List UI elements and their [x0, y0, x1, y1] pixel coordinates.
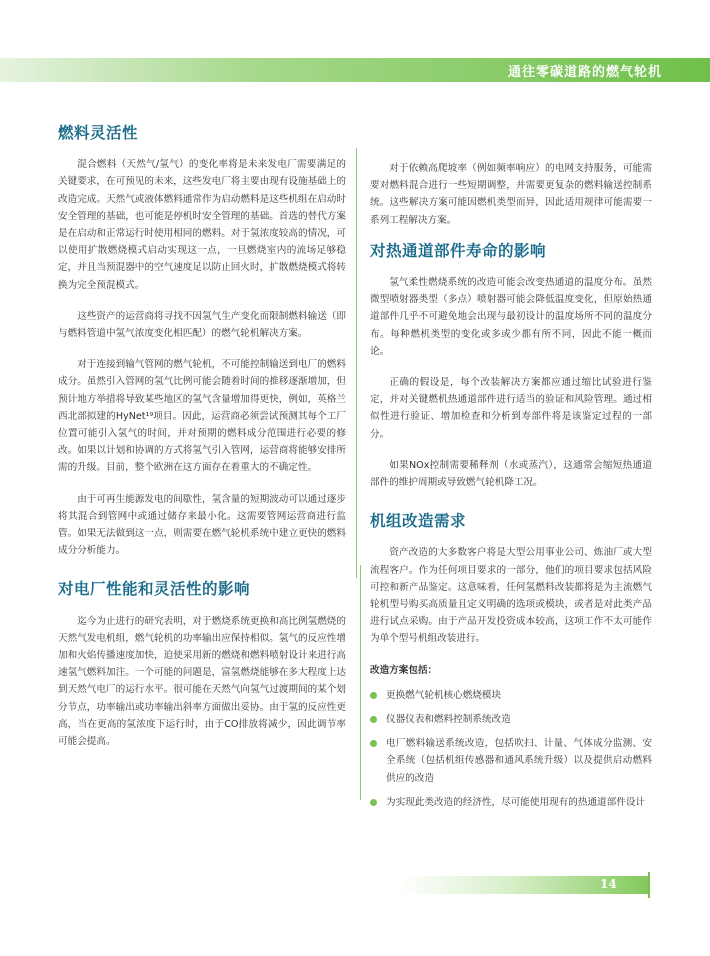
- paragraph: 迄今为止进行的研究表明，对于燃烧系统更换和高比例氢燃烧的天然气发电机组，燃气轮机的功率输出应保持相似。氢气的反应性增加和火焰传播速度加快，迫使采用新的燃烧和燃料喷射设计来进行高速氢气燃料加注。一个可能的问题是，富氢燃烧能够在多大程度上达到天然气电厂的运行水平。很可能在天然气向氢气过渡期间的某个划分节点，功率输出或功率输出斜率方面做出妥协。由于氢的反应性更高，当在更高的氢浓度下运行时，由于CO排放将减少，因此调节率可能会提高。: [58, 615, 346, 748]
- right-column-rule: [360, 565, 361, 800]
- list-item: [370, 794, 652, 811]
- paragraph: 资产改造的大多数客户将是大型公用事业公司、炼油厂或大型流程客户。作为任何项目要求的一部分，他们的项目要求包括风险可控和新产品鉴定。这意味着，任何氢燃料改装都将是为主流燃气轮机型号购买高质量且定义明确的选项或模块，或者是对此类产品进行试点采购。由于产品开发投资成本较高，这项工作不太可能作为单个型号机组改装进行。: [370, 547, 652, 645]
- bullet-icon: [370, 692, 377, 699]
- retrofit-list: [370, 687, 652, 811]
- paragraph: 如果NOx控制需要稀释剂（水或蒸汽），这通常会缩短热通道部件的维护周期或导致燃气轮机降工况。: [370, 459, 652, 489]
- paragraph: 对于依赖高爬坡率（例如频率响应）的电网支持服务，可能需要对燃料混合进行一些短期调整，并需要更复杂的燃料输送控制系统。这些解决方案可能因燃机类型而异，因此适用规律可能需要一系列工程解决方案。: [370, 163, 652, 226]
- list-item: [370, 687, 652, 704]
- header-title: 通往零碳道路的燃气轮机: [507, 65, 662, 80]
- paragraph: 正确的假设是，每个改装解决方案都应通过缩比试验进行鉴定，并对关键燃机热通道部件进行适当的验证和风险管理。通过相似性进行验证、增加检查和分析到寿部件将是该鉴定过程的一部分。: [370, 377, 652, 440]
- paragraph: 这些资产的运营商将寻找不因氢气生产变化而限制燃料输送（即与燃料管道中氢气浓度变化相匹配）的燃气轮机解决方案。: [58, 310, 346, 340]
- paragraph: 氢气柔性燃烧系统的改造可能会改变热通道的温度分布。虽然微型喷射器类型（多点）喷射器可能会降低温度变化，但原始热通道部件几乎不可避免地会出现与最初设计的温度场所不同的温度分布。每种燃机类型的变化或多或少都有所不同，因此不能一概而论。: [370, 277, 652, 357]
- section-heading-fuel-flexibility: 燃料灵活性: [58, 124, 139, 142]
- paragraph: 由于可再生能源发电的间歇性，氢含量的短期波动可以通过逐步将其混合到管网中或通过储存来最小化。这需要管网运营商进行监管。如果无法做到这一点，则需要在燃气轮机系统中建立更快的燃料成分分析能力。: [58, 493, 346, 557]
- section-heading-plant-performance: 对电厂性能和灵活性的影响: [58, 580, 251, 599]
- left-column-rule: [356, 148, 357, 578]
- page-marker: [648, 872, 650, 898]
- list-item: [370, 735, 652, 787]
- section-heading-retrofit: 机组改造需求: [370, 512, 467, 531]
- list-title: 改造方案包括：: [370, 664, 438, 676]
- list-item: [370, 711, 652, 728]
- paragraph: 混合燃料（天然气/氢气）的变化率将是未来发电厂需要满足的关键要求，在可预见的未来，这些发电厂将主要由现有设施基础上的改造完成。天然气或液体燃料通常作为启动燃料是这些机组在启动时安全管理的基础，也可能是停机时安全管理的基础。首选的替代方案是在启动和正常运行时使用相同的燃料。对于氢浓度较高的情况，可以使用扩散燃烧模式启动实现这一点，一旦燃烧室内的流场足够稳定，并且当预混器中的空气速度足以防止回火时，扩散燃烧模式将转换为完全预混模式。: [58, 159, 346, 291]
- left-column: [58, 125, 346, 764]
- bullet-icon: [370, 799, 377, 806]
- bullet-icon: [370, 740, 377, 747]
- section-heading-hot-gas-path: 对热通道部件寿命的影响: [370, 241, 547, 260]
- bullet-icon: [370, 716, 377, 723]
- right-column: [370, 160, 652, 818]
- list-item-text: 为实现此类改造的经济性，尽可能使用现有的热通道部件设计: [386, 796, 646, 808]
- paragraph: 对于连接到输气管网的燃气轮机，不可能控制输送到电厂的燃料成分。虽然引入管网的氢气比例可能会随着时间的推移逐渐增加，但预计地方举措将导致某些地区的氢气含量增加得更快，例如，英格兰西北部拟建的HyNet¹⁹项目。因此，运营商必须尝试预测其每个工厂位置可能引入氢气的时间，并对预期的燃料成分范围进行必要的修改。如果以计划和协调的方式将氢气引入管网，运营商将能够安排所需的升级。目前，整个欧洲在这方面存在着重大的不确定性。: [58, 359, 346, 474]
- page-number: 14: [600, 877, 617, 891]
- list-item-text: 仪器仪表和燃料控制系统改造: [386, 714, 511, 726]
- list-item-text: 更换燃气轮机核心燃烧模块: [386, 689, 502, 701]
- list-item-text: 电厂燃料输送系统改造，包括吹扫、计量、气体成分监测、安全系统（包括机组传感器和通风系统升级）以及提供启动燃料供应的改造: [386, 738, 652, 784]
